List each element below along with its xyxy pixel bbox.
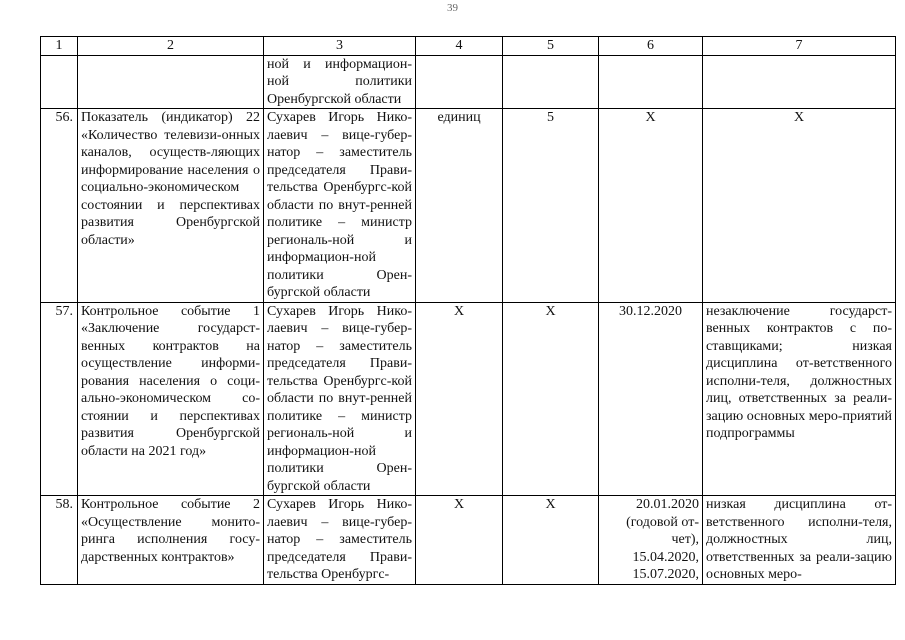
deadline-line: (годовой от- xyxy=(626,514,699,530)
indicator-name xyxy=(78,55,264,109)
deadline-line: 15.07.2020, xyxy=(632,567,699,582)
unit: Х xyxy=(416,302,503,496)
program-table xyxy=(40,36,896,585)
row-number: 56. xyxy=(41,109,78,303)
value xyxy=(503,55,599,109)
indicator-name: Показатель (индикатор) 22 «Количество телевизи-онных каналов, осуществ-ляющих информирование населения о социально-экономическом состоянии и перспективах развития Оренбургской области» xyxy=(78,109,264,303)
deadline-line: чет), xyxy=(671,532,699,547)
header-cell: 1 xyxy=(41,37,78,56)
responsible-person: ной и информацион-ной политики Оренбургской области xyxy=(264,55,416,109)
row-number: 58. xyxy=(41,496,78,585)
responsible-person: Сухарев Игорь Нико-лаевич – вице-губер-натор – заместитель председателя Прави-тельства Оренбургс- xyxy=(264,496,416,585)
table-row xyxy=(41,302,896,496)
header-cell: 3 xyxy=(264,37,416,56)
row-number xyxy=(41,55,78,109)
risk-description: незаключение государст-венных контрактов с по-ставщиками; низкая дисциплина от-ветственного исполни-теля, должностных лиц, ответственных за реали-зацию основных меро-приятий подпрограммы xyxy=(703,302,896,496)
unit: Х xyxy=(416,496,503,585)
page-number: 39 xyxy=(447,2,458,14)
risk-description: Х xyxy=(703,109,896,303)
deadline xyxy=(599,55,703,109)
header-cell: 5 xyxy=(503,37,599,56)
table-row xyxy=(41,55,896,109)
header-cell: 6 xyxy=(599,37,703,56)
header-cell: 2 xyxy=(78,37,264,56)
value: 5 xyxy=(503,109,599,303)
deadline xyxy=(599,496,703,585)
deadline: Х xyxy=(599,109,703,303)
indicator-name: Контрольное событие 2 «Осуществление монито-ринга исполнения госу-дарственных контрактов» xyxy=(78,496,264,585)
header-cell: 4 xyxy=(416,37,503,56)
unit xyxy=(416,55,503,109)
row-number: 57. xyxy=(41,302,78,496)
deadline-line: 20.01.2020 xyxy=(636,497,699,512)
value: Х xyxy=(503,302,599,496)
header-cell: 7 xyxy=(703,37,896,56)
risk-description xyxy=(703,55,896,109)
deadline-line: 15.04.2020, xyxy=(632,549,699,565)
value: Х xyxy=(503,496,599,585)
table-row xyxy=(41,496,896,585)
deadline: 30.12.2020 xyxy=(599,302,703,496)
responsible-person: Сухарев Игорь Нико-лаевич – вице-губер-натор – заместитель председателя Прави-тельства Оренбургс-кой области по внут-ренней политике – министр региональ-ной и информацион-ной политики Орен-бургской области xyxy=(264,302,416,496)
unit: единиц xyxy=(416,109,503,303)
indicator-name: Контрольное событие 1 «Заключение государст-венных контрактов на осуществление информи-рования населения о соци-ально-экономическом со-стоянии и перспективах развития Оренбургской области на 2021 год» xyxy=(78,302,264,496)
table-row xyxy=(41,109,896,303)
risk-description: низкая дисциплина от-ветственного исполни-теля, должностных лиц, ответственных за реали-зацию основных меро- xyxy=(703,496,896,585)
header-row xyxy=(41,37,896,56)
responsible-person: Сухарев Игорь Нико-лаевич – вице-губер-натор – заместитель председателя Прави-тельства Оренбургс-кой области по внут-ренней политике – министр региональ-ной и информацион-ной политики Орен-бургской области xyxy=(264,109,416,303)
